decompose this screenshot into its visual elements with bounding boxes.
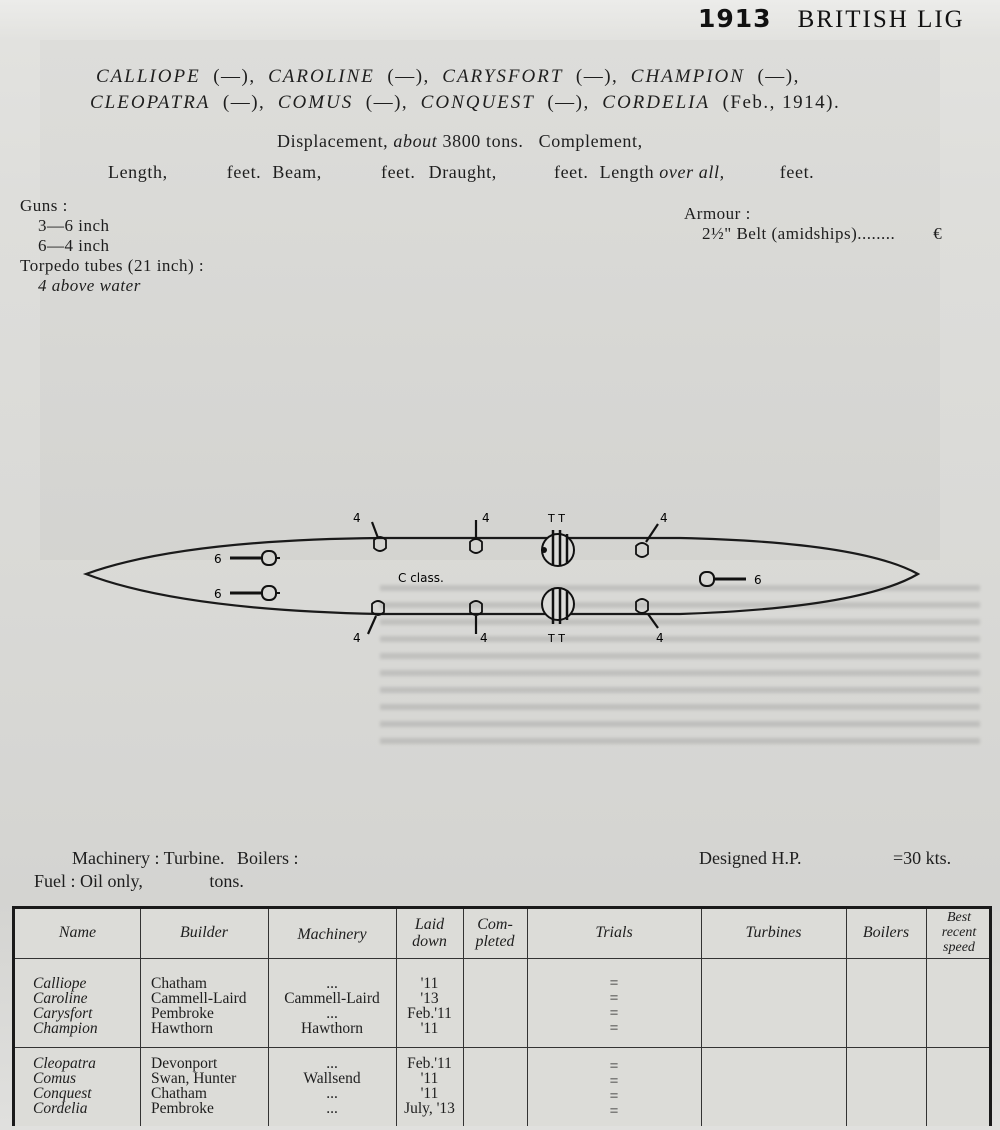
armour-belt-text: 2½" Belt (amidships)........ <box>702 224 896 243</box>
gun-label-6: 6 <box>214 587 222 601</box>
displacement-label: Displacement, <box>277 131 389 151</box>
ship-date: (—), <box>547 92 590 113</box>
fuel-tons: tons. <box>209 871 244 891</box>
torpedo-label: T T <box>548 512 565 525</box>
cell-trials: = <box>609 1005 619 1022</box>
header-trials: Trials <box>595 924 633 941</box>
armour-edge-mark: € <box>933 224 943 243</box>
cell-trials: = <box>609 1088 619 1105</box>
column-divider <box>140 909 141 1126</box>
cell-builder: Chatham <box>151 1085 207 1102</box>
ship-name: CHAMPION <box>630 66 745 87</box>
header-best-line1: Best <box>946 910 972 925</box>
ship-name: CLEOPATRA <box>90 92 211 113</box>
ship-name: CALLIOPE <box>96 66 201 87</box>
cell-builder: Swan, Hunter <box>151 1070 237 1087</box>
header-best-line3: speed <box>943 940 975 955</box>
ship-name: CONQUEST <box>420 92 535 113</box>
cell-builder: Pembroke <box>151 1100 214 1117</box>
gun-label-6: 6 <box>754 573 762 587</box>
gun-item: 6—4 inch <box>38 236 110 255</box>
broadside-4in-gun <box>372 522 386 551</box>
photo-area <box>40 40 943 560</box>
gun-label-4: 4 <box>660 511 668 525</box>
length-label: Length, <box>108 162 168 182</box>
speed-label: =30 kts. <box>893 848 952 868</box>
broadside-4in-gun <box>470 601 482 634</box>
cell-machinery: ... <box>326 1055 338 1072</box>
broadside-4in-gun <box>368 601 384 634</box>
cell-builder: Cammell-Laird <box>151 990 247 1007</box>
ship-date: (—), <box>575 66 619 87</box>
cell-name: Conquest <box>33 1085 92 1102</box>
fuel-label: Fuel : Oil only, <box>34 871 143 891</box>
cell-machinery: ... <box>326 975 338 992</box>
draught-label: Draught, <box>428 162 497 182</box>
cell-name: Cordelia <box>33 1100 88 1117</box>
ships-table <box>12 906 992 1126</box>
displacement-value: 3800 tons. <box>442 131 524 151</box>
header-best-speed <box>926 910 992 955</box>
cell-name: Carysfort <box>33 1005 93 1022</box>
forward-6in-gun-bottom <box>230 586 280 600</box>
fuel-line <box>34 871 244 892</box>
class-label: C class. <box>398 571 444 585</box>
armour-block <box>684 204 942 244</box>
machinery-line <box>72 848 299 869</box>
header-best-line2: recent <box>941 925 977 940</box>
cell-machinery: Cammell-Laird <box>284 990 380 1007</box>
ship-name: CARYSFORT <box>442 66 564 87</box>
header-laid-down <box>396 916 463 950</box>
displacement-line <box>277 131 643 152</box>
page-header <box>698 4 1000 42</box>
ship-names <box>90 64 950 116</box>
ship-name: CAROLINE <box>268 66 375 87</box>
displacement-about: about <box>393 131 438 151</box>
cell-trials: = <box>609 1020 619 1037</box>
gun-item: 3—6 inch <box>38 216 110 235</box>
ship-name: COMUS <box>277 92 354 113</box>
header-laid-line2: down <box>412 933 447 950</box>
armour-belt <box>702 224 942 244</box>
column-divider <box>846 909 847 1126</box>
cell-machinery: Wallsend <box>303 1070 361 1087</box>
ship-names-line-2 <box>90 90 950 116</box>
column-divider <box>701 909 702 1126</box>
cell-laid: Feb.'11 <box>407 1005 452 1022</box>
draught-unit: feet. <box>554 162 589 182</box>
cell-laid: '11 <box>420 1070 439 1087</box>
header-builder: Builder <box>180 924 228 941</box>
cell-name: Cleopatra <box>33 1055 96 1072</box>
ship-date: (Feb., 1914). <box>722 92 841 113</box>
header-year: 1913 <box>698 4 772 33</box>
cell-machinery: ... <box>326 1005 338 1022</box>
guns-block <box>20 196 204 296</box>
complement-label: Complement, <box>538 131 643 151</box>
gun-label-4: 4 <box>656 631 664 645</box>
length-unit: feet. <box>226 162 262 182</box>
armour-heading: Armour : <box>684 204 751 223</box>
ship-date: (—), <box>365 92 409 113</box>
length-oa-italic: over all, <box>659 162 725 182</box>
header-turbines: Turbines <box>745 924 802 941</box>
header-machinery: Machinery <box>297 926 367 943</box>
header-name: Name <box>58 924 97 941</box>
cell-machinery: Hawthorn <box>301 1020 363 1037</box>
guns-heading: Guns : <box>20 196 68 215</box>
cell-name: Caroline <box>33 990 88 1007</box>
cell-name: Comus <box>33 1070 77 1087</box>
cell-machinery: ... <box>326 1100 338 1117</box>
header-rule <box>15 958 989 959</box>
ship-date: (—), <box>222 92 266 113</box>
header-title: BRITISH LIG <box>797 6 965 33</box>
cell-laid: July, '13 <box>404 1100 455 1117</box>
machinery-label: Machinery : Turbine. <box>72 848 225 868</box>
cell-builder: Pembroke <box>151 1005 214 1022</box>
header-comp-line1: Com- <box>477 916 513 933</box>
cell-laid: '11 <box>420 1085 439 1102</box>
beam-unit: feet. <box>381 162 416 182</box>
broadside-4in-gun <box>470 520 482 553</box>
gun-label-6: 6 <box>214 552 222 566</box>
cell-builder: Hawthorn <box>151 1020 213 1037</box>
cell-trials: = <box>609 975 619 992</box>
cell-laid: '11 <box>420 975 439 992</box>
cell-trials: = <box>609 990 619 1007</box>
dimensions-line <box>108 162 814 183</box>
forward-6in-gun-top <box>230 551 280 565</box>
cell-trials: = <box>609 1058 619 1075</box>
cell-trials: = <box>609 1073 619 1090</box>
designed-hp-label: Designed H.P. <box>699 848 802 868</box>
torpedo-heading: Torpedo tubes (21 inch) : <box>20 256 205 275</box>
aft-6in-gun <box>700 572 746 586</box>
header-boilers: Boilers <box>862 924 910 941</box>
gun-label-4: 4 <box>353 511 361 525</box>
ship-date: (—), <box>213 66 256 87</box>
torpedo-tube-tubes-top <box>541 530 574 566</box>
ship-date: (—), <box>387 66 430 87</box>
header-laid-line1: Laid <box>414 916 445 933</box>
ship-plan-diagram <box>80 500 940 650</box>
header-comp-line2: pleted <box>475 933 515 950</box>
group-rule <box>15 1047 989 1048</box>
broadside-4in-gun <box>636 524 658 557</box>
cell-builder: Chatham <box>151 975 207 992</box>
gun-label-4: 4 <box>482 511 490 525</box>
boilers-label: Boilers : <box>237 848 299 868</box>
cell-name: Calliope <box>33 975 87 992</box>
beam-label: Beam, <box>272 162 322 182</box>
cell-laid: '13 <box>420 990 439 1007</box>
cell-machinery: ... <box>326 1085 338 1102</box>
cell-laid: Feb.'11 <box>407 1055 452 1072</box>
ship-date: (—), <box>757 66 800 87</box>
length-oa-unit: feet. <box>779 162 815 182</box>
torpedo-tube-tubes-bottom <box>542 588 574 624</box>
gun-label-4: 4 <box>480 631 488 645</box>
ship-name: CORDELIA <box>602 92 711 113</box>
cell-builder: Devonport <box>151 1055 218 1072</box>
cell-laid: '11 <box>420 1020 439 1037</box>
cell-trials: = <box>609 1103 619 1120</box>
cell-name: Champion <box>33 1020 98 1037</box>
torpedo-item: 4 above water <box>38 276 141 295</box>
ship-names-line-1 <box>96 64 950 90</box>
gun-label-4: 4 <box>353 631 361 645</box>
header-completed <box>463 916 527 950</box>
length-oa-label: Length <box>599 162 655 182</box>
torpedo-label: T T <box>548 632 565 645</box>
hull-outline <box>86 538 918 614</box>
